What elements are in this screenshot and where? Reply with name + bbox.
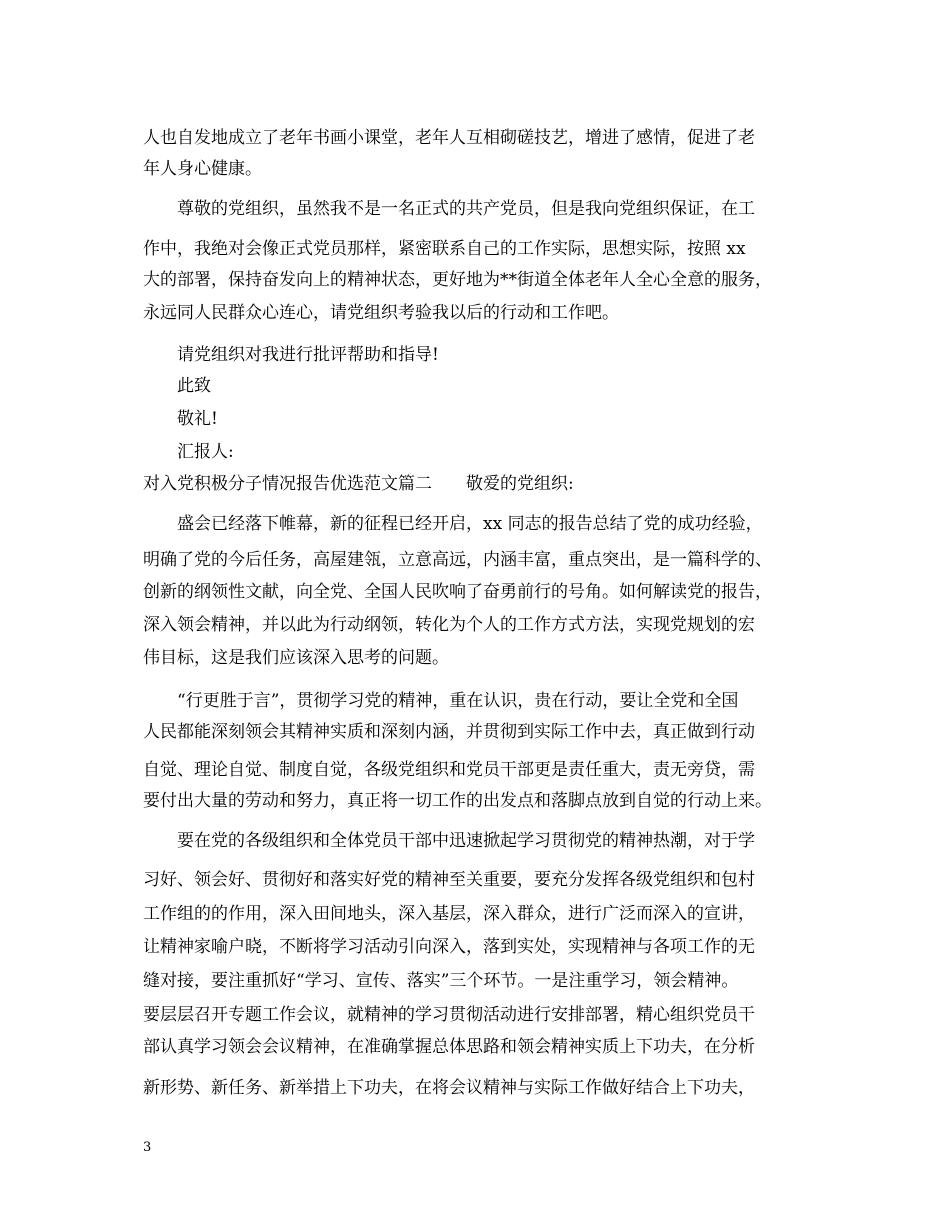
text-line: 永远同人民群众心连心，请党组织考验我以后的行动和工作吧。 — [143, 303, 619, 323]
text-line: 要付出大量的劳动和努力，真正将一切工作的出发点和落脚点放到自觉的行动上来。 — [143, 791, 772, 811]
text-line: 深入领会精神，并以此为行动纲领，转化为个人的工作方式方法，实现党规划的宏 — [143, 615, 755, 635]
text-line: 此致 — [143, 376, 211, 396]
text-line: 明确了党的今后任务，高屋建瓴，立意高远，内涵丰富，重点突出，是一篇科学的、 — [143, 550, 772, 570]
text-line: 尊敬的党组织，虽然我不是一名正式的共产党员，但是我向党组织保证，在工 — [143, 199, 755, 219]
text-line: 大的部署，保持奋发向上的精神状态，更好地为**街道全体老年人全心全意的服务， — [143, 270, 772, 290]
text-line: 要层层召开专题工作会议，就精神的学习贯彻活动进行安排部署，精心组织党员干 — [143, 1005, 755, 1025]
text-line: 汇报人: — [143, 442, 234, 462]
text-line: 创新的纲领性文献，向全党、全国人民吹响了奋勇前行的号角。如何解读党的报告， — [143, 582, 772, 602]
text-line: 请党组织对我进行批评帮助和指导! — [143, 345, 439, 365]
text-line: “行更胜于言”，贯彻学习党的精神，重在认识，贵在行动，要让全党和全国 — [143, 691, 739, 711]
text-line: 人民都能深刻领会其精神实质和深刻内涵，并贯彻到实际工作中去，真正做到行动 — [143, 722, 755, 742]
text-line: 要在党的各级组织和全体党员干部中迅速掀起学习贯彻党的精神热潮，对于学 — [143, 831, 755, 851]
text-line: 盛会已经落下帷幕，新的征程已经开启，xx 同志的报告总结了党的成功经验， — [143, 514, 763, 534]
text-line: 缝对接，要注重抓好“学习、宣传、落实”三个环节。一是注重学习，领会精神。 — [143, 971, 739, 991]
text-line: 年人身心健康。 — [143, 159, 262, 179]
text-line: 新形势、新任务、新举措上下功夫，在将会议精神与实际工作做好结合上下功夫， — [143, 1078, 755, 1098]
text-line: 部认真学习领会会议精神，在准确掌握总体思路和领会精神实质上下功夫，在分析 — [143, 1037, 755, 1057]
text-line: 人也自发地成立了老年书画小课堂，老年人互相砌磋技艺，增进了感情，促进了老 — [143, 128, 755, 148]
text-line: 自觉、理论自觉、制度自觉，各级党组织和党员干部更是责任重大，责无旁贷，需 — [143, 760, 755, 780]
text-line: 敬礼! — [143, 409, 218, 429]
text-line: 伟目标，这是我们应该深入思考的问题。 — [143, 648, 449, 668]
page-number: 3 — [143, 1140, 152, 1155]
text-line: 对入党积极分子情况报告优选范文篇二 敬爱的党组织: — [143, 474, 574, 494]
text-line: 习好、领会好、贯彻好和落实好党的精神至关重要，要充分发挥各级党组织和包村 — [143, 870, 755, 890]
text-line: 让精神家喻户晓，不断将学习活动引向深入，落到实处，实现精神与各项工作的无 — [143, 937, 755, 957]
text-line: 工作组的的作用，深入田间地头，深入基层，深入群众，进行广泛而深入的宣讲， — [143, 904, 755, 924]
text-line: 作中，我绝对会像正式党员那样，紧密联系自己的工作实际，思想实际，按照 xx — [143, 239, 746, 259]
